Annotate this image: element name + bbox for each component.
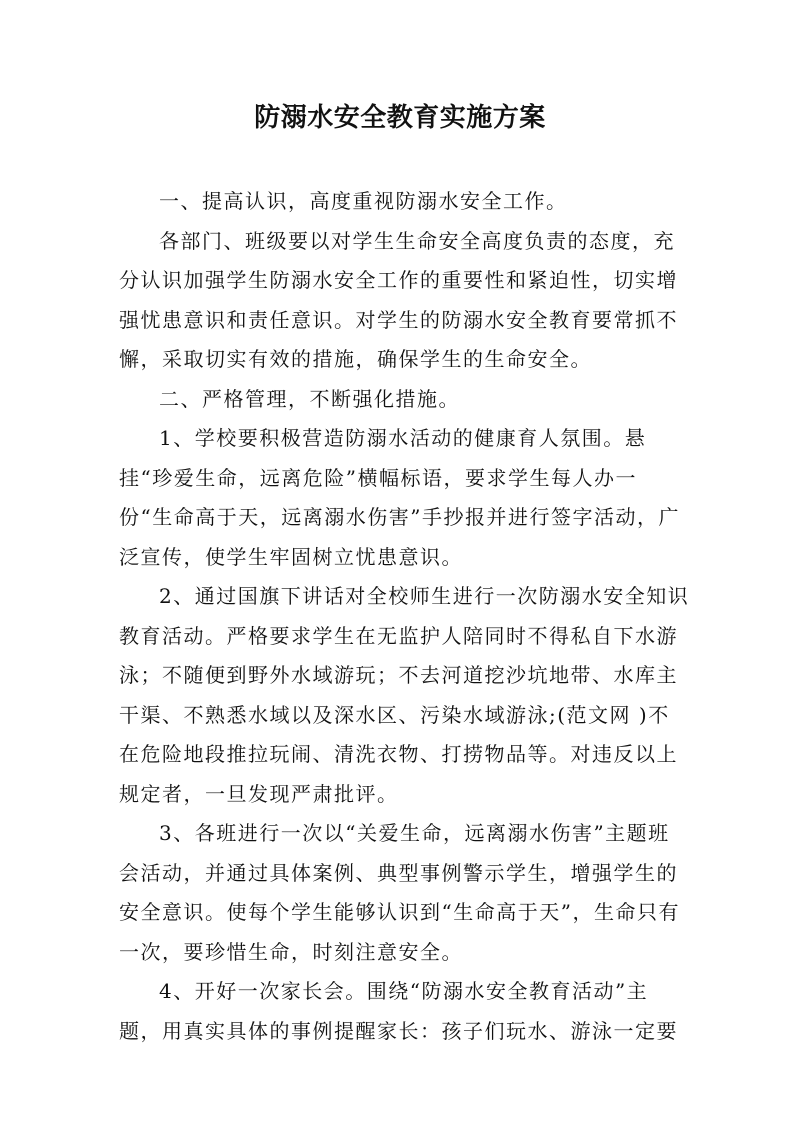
paragraph-section-2-heading: 二、严格管理，不断强化措施。 — [159, 386, 460, 411]
document-title: 防溺水安全教育实施方案 — [254, 103, 546, 133]
paragraph-item-2: 2、通过国旗下讲话对全校师生进行一次防溺水安全知识教育活动。严格要求学生在无监护人陪同时不得私自下水游泳；不随便到野外水域游玩；不去河道挖沙坑地带、水库主干渠、不熟悉水域以及深水区、污染水域游泳;(范文网 )不在危险地段推拉玩闹、清洗衣物、打捞物品等。对违反以上规定者，一旦发现严肃批评。 — [119, 584, 690, 806]
document-body — [0, 182, 800, 1051]
paragraph-item-1: 1、学校要积极营造防溺水活动的健康育人氛围。悬挂“珍爱生命，远离危险”横幅标语，要求学生每人办一份“生命高于天，远离溺水伤害”手抄报并进行签字活动，广泛宣传，使学生牢固树立忧患意识。 — [119, 426, 680, 569]
paragraph-section-1-body: 各部门、班级要以对学生生命安全高度负责的态度，充分认识加强学生防溺水安全工作的重要性和紧迫性，切实增强忧患意识和责任意识。对学生的防溺水安全教育要常抓不懈，采取切实有效的措施，确保学生的生命安全。 — [119, 228, 678, 371]
paragraph-item-4: 4、开好一次家长会。围绕“防溺水安全教育活动”主题，用真实具体的事例提醒家长：孩子们玩水、游泳一定要 — [119, 979, 678, 1043]
paragraph-section-1-heading: 一、提高认识，高度重视防溺水安全工作。 — [159, 189, 568, 213]
paragraph-item-3: 3、各班进行一次以“关爱生命，远离溺水伤害”主题班会活动，并通过具体案例、典型事例警示学生，增强学生的安全意识。使每个学生能够认识到“生命高于天”，生命只有一次，要珍惜生命，时刻注意安全。 — [119, 821, 680, 964]
